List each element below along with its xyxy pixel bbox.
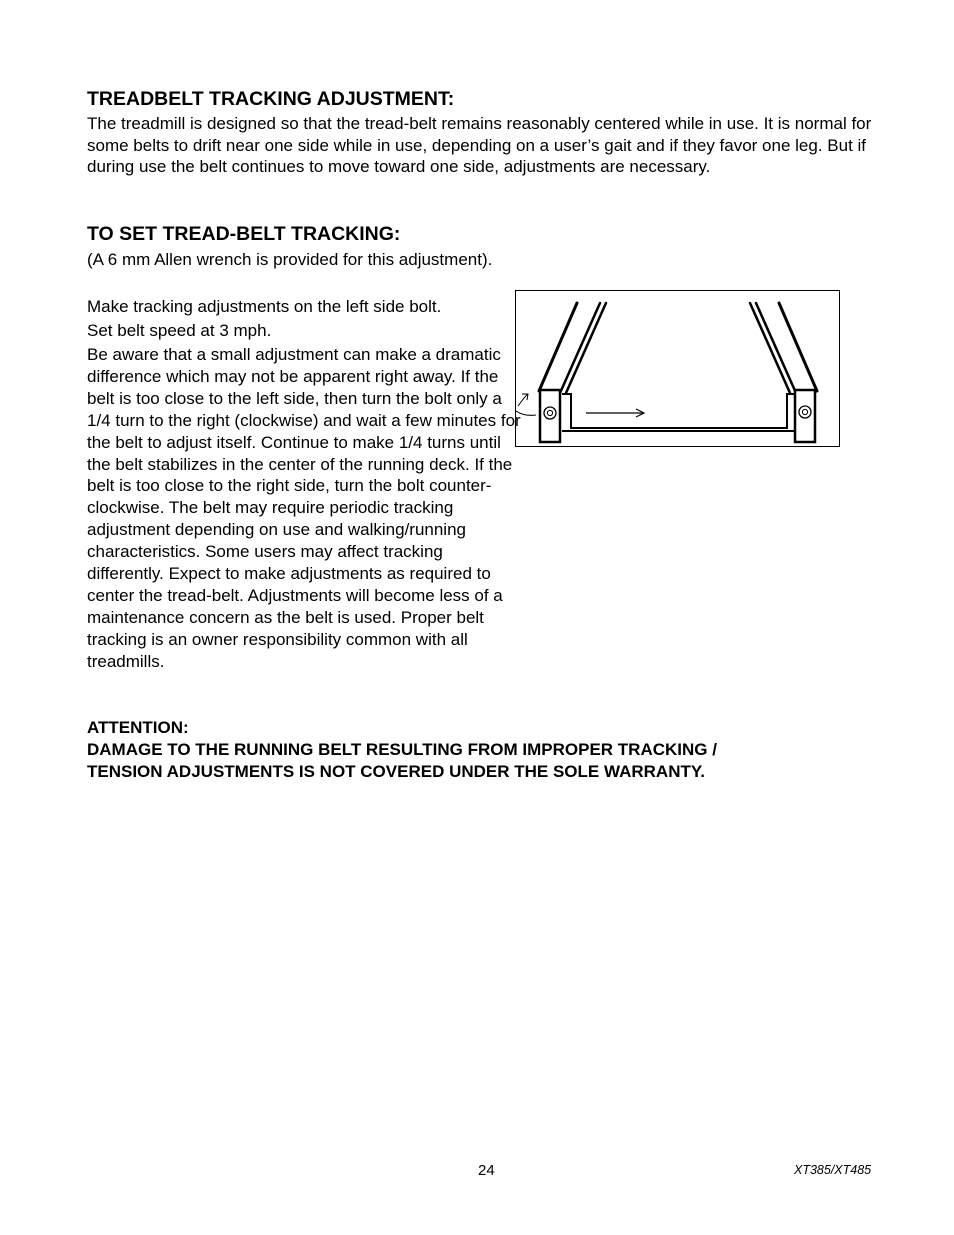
left-side-bolt-instruction: Make tracking adjustments on the left side bolt.	[87, 297, 442, 316]
belt-speed-instruction: Set belt speed at 3 mph.	[87, 321, 272, 340]
right-bolt-icon	[799, 406, 811, 418]
belt-tracking-diagram	[515, 290, 840, 447]
warranty-warning-line-1: DAMAGE TO THE RUNNING BELT RESULTING FROM IMPROPER TRACKING /	[87, 740, 717, 759]
allen-wrench-note: (A 6 mm Allen wrench is provided for this adjustment).	[87, 250, 493, 269]
turn-direction-arrow-icon	[516, 394, 536, 415]
heading-set-tread-belt-tracking: TO SET TREAD-BELT TRACKING:	[87, 223, 401, 245]
tracking-instructions-paragraph: Be aware that a small adjustment can make a dramatic difference which may not be apparent right away. If the belt is too close to the left side, then turn the bolt only a 1/4 turn to the right (clockwise) and wait a few minutes for the belt to adjust itself. Continue to make 1/4 turns until the belt stabilizes in the center of the running deck. If the belt is too close to the right side, turn the bolt counter-clockwise. The belt may require periodic tracking adjustment depending on use and walking/running characteristics. Some users may affect tracking differently. Expect to make adjustments as required to center the tread-belt. Adjustments will become less of a maintenance concern as the belt is used. Proper belt tracking is an owner responsibility common with all treadmills.	[87, 345, 521, 671]
page-number: 24	[478, 1162, 495, 1179]
heading-treadbelt-tracking-adjustment: TREADBELT TRACKING ADJUSTMENT:	[87, 88, 455, 110]
attention-label: ATTENTION:	[87, 718, 189, 737]
treadmill-rear-view-illustration	[516, 291, 841, 448]
left-adjustment-bolt-icon	[544, 407, 556, 419]
warranty-warning-line-2: TENSION ADJUSTMENTS IS NOT COVERED UNDER THE SOLE WARRANTY.	[87, 762, 706, 781]
attention-notice	[87, 717, 717, 783]
model-number: XT385/XT485	[794, 1163, 872, 1177]
tracking-adjustment-paragraph: The treadmill is designed so that the tread-belt remains reasonably centered while in use. It is normal for some belts to drift near one side while in use, depending on a user’s gait and if they favor one leg. But if during use the belt continues to move toward one side, adjustments are necessary.	[87, 114, 872, 177]
belt-direction-arrow-icon	[586, 409, 644, 417]
